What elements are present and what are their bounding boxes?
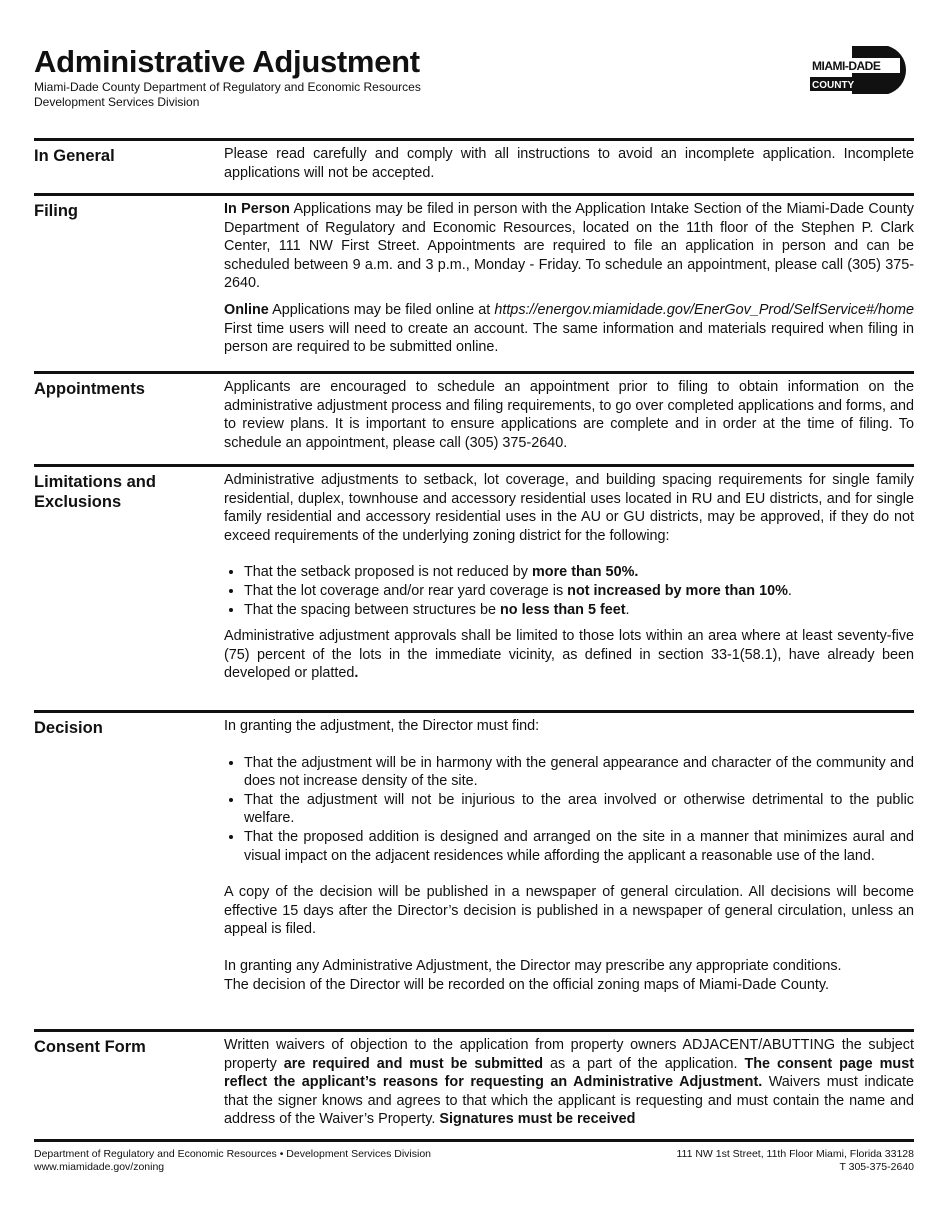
section-label: Filing — [34, 202, 78, 220]
section-in-general — [34, 138, 914, 193]
in-person-label: In Person — [224, 201, 290, 217]
section-label: Appointments — [34, 380, 145, 398]
decision-list — [224, 754, 914, 866]
limitations-intro: Administrative adjustments to setback, lot coverage, and building spacing requirements for single family residential, duplex, townhouse and accessory residential uses located in RU and EU districts, and for single family residential and accessory residential uses in the AU or GU districts, may be approved, if they do not exceed requirements of the underlying zoning district for the following: — [224, 472, 914, 544]
page-footer — [34, 1139, 914, 1174]
footer-phone: T 305-375-2640 — [839, 1161, 914, 1173]
consent-text: Written waivers of objection to the application from property owners ADJACENT/ABUTTING the subject property are required and must be submitted as a part of the application. The consent page must reflect the applicant’s reasons for requesting an Administrative Adjustment. Waivers must indicate that the signer knows and agrees to that which the applicant is requesting and must contain the name and address of the Waiver’s Property. Signatures must be received — [224, 1037, 914, 1128]
limitations-list — [224, 563, 914, 619]
section-body — [224, 200, 914, 371]
section-body — [224, 1036, 914, 1146]
department-name: Miami-Dade County Department of Regulatory and Economic Resources — [34, 80, 421, 94]
label-line: Exclusions — [34, 493, 122, 511]
footer-left — [34, 1148, 431, 1174]
online-label: Online — [224, 301, 269, 318]
decision-intro: In granting the adjustment, the Director must find: — [224, 718, 540, 734]
list-item: • That the spacing between structures be no less than 5 feet. — [244, 601, 914, 620]
page-title: Administrative Adjustment — [34, 44, 420, 79]
section-body — [224, 471, 914, 710]
section-label: In General — [34, 147, 115, 165]
decision-paragraph: In granting any Administrative Adjustment, the Director may prescribe any appropriate conditions. The decision of the Director will be recorded on the official zoning maps of Miami-Dade County. — [224, 957, 842, 993]
online-text-continued: First time users will need to create an account. The same information and materials required when filing in person are required to be submitted online. — [224, 320, 914, 356]
logo-text-top: MIAMI-DADE — [812, 59, 881, 73]
section-label: Decision — [34, 719, 103, 737]
filing-online — [224, 301, 914, 357]
footer-address: 111 NW 1st Street, 11th Floor Miami, Florida 33128 — [676, 1148, 914, 1160]
section-filing — [34, 193, 914, 371]
section-appointments — [34, 371, 914, 464]
section-body — [224, 717, 914, 1029]
list-item: • That the adjustment will be in harmony with the general appearance and character of the community and does not increase density of the site. — [244, 754, 914, 791]
in-person-text: Applications may be filed in person with the Application Intake Section of the Miami-Dade County Department of Regulatory and Economic Resources, located on the 11th floor of the Stephen P. Clark Center, 111 NW First Street. Appointments are required to file an application in person and can be scheduled between 9 a.m. and 3 p.m., Monday - Friday. To schedule an appointment, please call (305) 375-2640. — [224, 201, 914, 292]
general-text: Please read carefully and comply with all instructions to avoid an incomplete application. Incomplete applications will not be accepted. — [224, 146, 914, 181]
document-body — [34, 138, 914, 1146]
online-text: Applications may be filed online at — [268, 301, 495, 318]
miami-dade-logo — [808, 44, 912, 96]
list-item: • That the proposed addition is designed and arranged on the site in a manner that minimizes aural and visual impact on the adjacent residences while affording the applicant a reasonable use of the land. — [244, 828, 914, 865]
label-line: Limitations and — [34, 473, 156, 491]
section-body — [224, 145, 914, 193]
limitations-closing: Administrative adjustment approvals shall be limited to those lots within an area where at least seventy-five (75) percent of the lots in the immediate vicinity, as defined in section 33-1(58.1), have already been developed or platted. — [224, 628, 914, 682]
decision-paragraph: A copy of the decision will be published in a newspaper of general circulation. All decisions will become effective 15 days after the Director’s decision is published in a newspaper of general circulation, unless an appeal is filed. — [224, 884, 914, 938]
list-item: • That the lot coverage and/or rear yard coverage is not increased by more than 10%. — [244, 582, 914, 601]
footer-department: Department of Regulatory and Economic Resources • Development Services Division — [34, 1148, 432, 1160]
logo-text-bottom: COUNTY — [812, 80, 855, 91]
section-limitations — [34, 464, 914, 710]
section-consent-form — [34, 1029, 914, 1146]
page-header — [34, 44, 916, 114]
appointments-text: Applicants are encouraged to schedule an appointment prior to filing to obtain information on the administrative adjustment process and filing requirements, to go over completed applications and forms, and to review plans. It is important to ensure applications are complete and in order at the time of filing. To schedule an appointment, please call (305) 375-2640. — [224, 379, 914, 451]
section-label — [34, 471, 224, 710]
footer-website-link[interactable]: www.miamidade.gov/zoning — [34, 1161, 165, 1173]
section-body — [224, 378, 914, 464]
division-name: Development Services Division — [34, 95, 200, 109]
filing-in-person — [224, 200, 914, 293]
footer-right — [676, 1148, 914, 1174]
online-url-link[interactable]: https://energov.miamidade.gov/EnerGov_Prod/SelfService#/home — [494, 301, 914, 318]
section-label: Consent Form — [34, 1038, 146, 1056]
section-decision — [34, 710, 914, 1029]
list-item: • That the setback proposed is not reduced by more than 50%. — [244, 563, 914, 582]
list-item: • That the adjustment will not be injurious to the area involved or otherwise detrimental to the public welfare. — [244, 791, 914, 828]
